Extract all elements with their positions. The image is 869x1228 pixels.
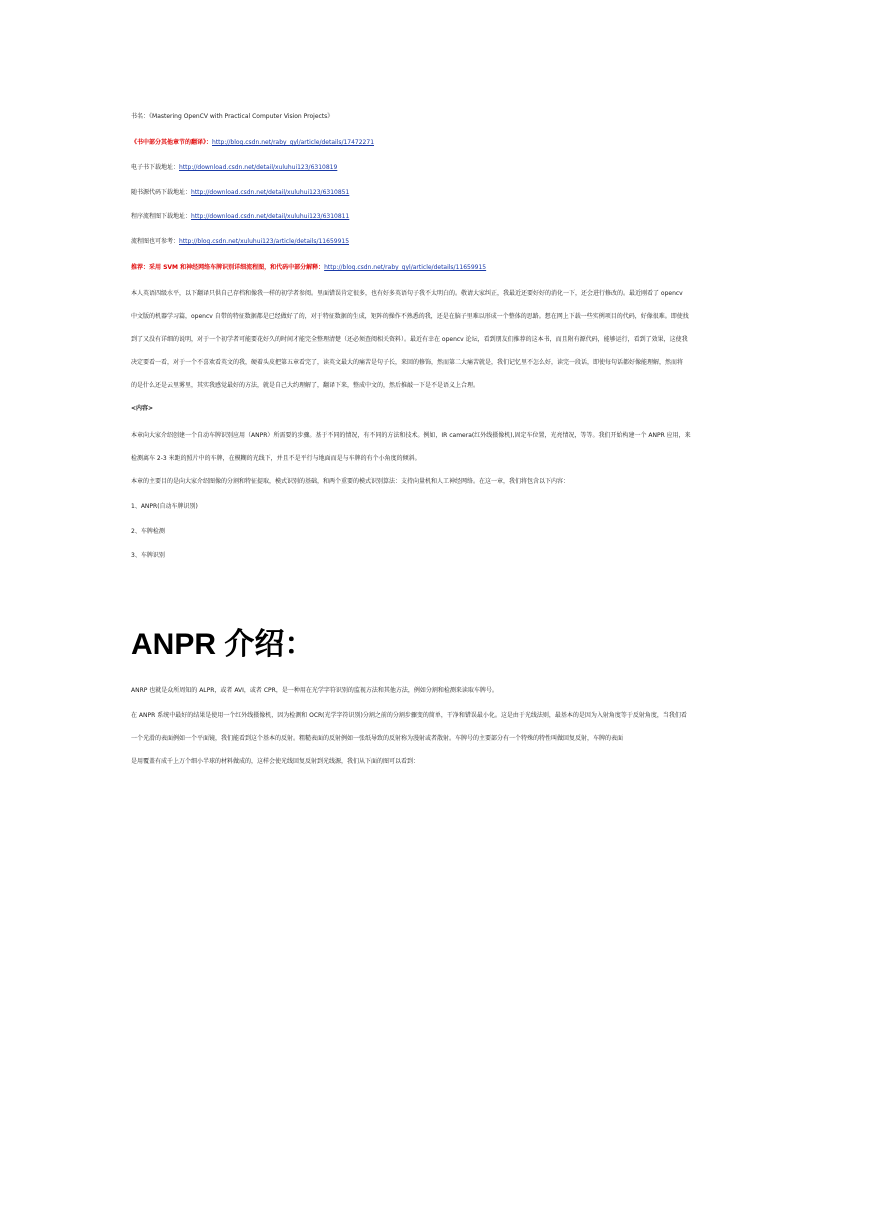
book-title-line (131, 113, 333, 121)
anpr-definition-line: ANRP 也就是众所周知的 ALPR，或者 AVI，或者 CPR，是一种用在光学字符识别的监视方法和其他方法，例如分割和检测来读取车牌号。 (131, 687, 498, 694)
link-line-source-code (131, 189, 349, 197)
link-label: 电子书下载地址： (131, 164, 180, 171)
paragraph-line: 在 ANPR 系统中最好的结果是使用一个红外线摄像机，因为检测和 OCR(光学字符识别)分割之前的分割步骤变的简单，干净和错误最小化。这是由于光线法则，最基本的是因为入射角度等于反射角度，当我们看 (131, 712, 687, 719)
link-line-ebook (131, 164, 337, 172)
flowchart-reference-link[interactable]: http://blog.csdn.net/xuluhui123/article/details/11659915 (179, 238, 350, 245)
link-line-flowchart-ref (131, 238, 349, 246)
content-tag: <内容> (131, 405, 154, 412)
toc-item: 3、车牌识别 (131, 552, 165, 559)
link-label: 流程图也可参考： (131, 238, 180, 245)
link-label: 《书中部分其他章节的翻译》： (131, 139, 213, 146)
link-label: 程序流程图下载地址： (131, 213, 192, 220)
chapter-intro-paragraph (131, 424, 741, 470)
source-code-download-link[interactable]: http://download.csdn.net/detail/xuluhui123/6310851 (191, 189, 350, 196)
paragraph-line: 是用覆盖有成千上万个细小半球的材料做成的，这样会使光线回复反射到光线源，我们从下面的图可以看到： (131, 758, 420, 765)
paragraph-line: 中文版的机器学习篇，opencv 自带的特征数据都是已经做好了的，对于特征数据的生成，矩阵的操作不熟悉的我，还是在脑子里难以形成一个整体的思路。想在网上下载一些实例项目的代码，好像很难。即使找 (131, 313, 689, 320)
paragraph-line: 一个光滑的表面例如一个平面镜，我们能看到这个基本的反射。粗糙表面的反射例如一张纸导致的反射称为漫射或者散射。车牌号的主要部分有一个特殊的特性叫做回复反射，车牌的表面 (131, 735, 624, 742)
paragraph-line: 到了又没有详细的说明，对于一个初学者可能要花好久的时间才能完全整理清楚（还必须查阅相关资料）。最近有幸在 opencv 论坛，看到朋友们推荐的这本书，而且附有源代码，能够运行，看到了效果，这使我 (131, 336, 688, 343)
svm-recommend-link[interactable]: http://blog.csdn.net/raby_gyl/article/details/11659915 (324, 264, 487, 271)
link-line-recommend (131, 264, 486, 272)
book-title: 《Mastering OpenCV with Practical Computer Vision Projects》 (149, 113, 334, 120)
paragraph-line: 检测离车 2-3 米距的照片中的车牌，在模糊的光线下，并且不是平行与地面而是与车牌的有个小角度的倾斜。 (131, 455, 421, 462)
paragraph-line: 本人英语四级水平，以下翻译只供自己存档和像我一样的初学者参阅。里面错误肯定很多，也有好多英语句子我不太明白的。敬请大家纠正，我最近还要好好的消化一下，还会进行修改的。最近刚看了 opencv (131, 290, 683, 297)
paragraph-line: 决定要看一看，对于一个不喜欢看英文的我，硬着头皮把第五章看完了，读英文最大的痛苦是句子长，来回的修饰，然而第二大痛苦就是，我们记忆里不怎么好，读完一段话，即使每句话都好像能理解，然而将 (131, 359, 684, 366)
translator-note-paragraph (131, 282, 741, 397)
toc-item: 2、车牌检测 (131, 528, 165, 535)
flowchart-download-link[interactable]: http://download.csdn.net/detail/xuluhui123/6310811 (191, 213, 350, 220)
paragraph-line: 本章向大家介绍创建一个自动车牌识别应用（ANPR）所需要的步骤。基于不同的情况，有不同的方法和技术。例如，IR camera(红外线摄像机),固定车位置，光亮情况，等等。我们开始构建一个 ANPR 应用，来 (131, 432, 691, 439)
link-label: 随书源代码下载地址： (131, 189, 192, 196)
ebook-download-link[interactable]: http://download.csdn.net/detail/xuluhui123/6310819 (179, 164, 338, 171)
anpr-system-paragraph (131, 704, 741, 773)
toc-item: 1、ANPR(自动车牌识别) (131, 503, 198, 510)
section-heading: ANPR 介绍： (131, 628, 315, 661)
link-line-other-chapters (131, 139, 374, 147)
link-line-flowchart (131, 213, 349, 221)
other-chapters-link[interactable]: http://blog.csdn.net/raby_gyl/article/details/17472271 (212, 139, 375, 146)
link-label: 推荐：采用 SVM 和神经网络车牌识别详细流程图，和代码中部分解释： (131, 264, 325, 271)
chapter-goal-line: 本章的主要目的是向大家介绍图像的分割和特征提取，模式识别的基础，和两个重要的模式识别算法：支持向量机和人工神经网络。在这一章，我们将包含以下内容： (131, 478, 570, 485)
paragraph-line: 的是什么还是云里雾里，其实我感觉最好的方法，就是自己大约理解了，翻译下来，整成中文的，然后推敲一下是不是语义上合理。 (131, 382, 480, 389)
book-label: 书名： (131, 113, 150, 120)
